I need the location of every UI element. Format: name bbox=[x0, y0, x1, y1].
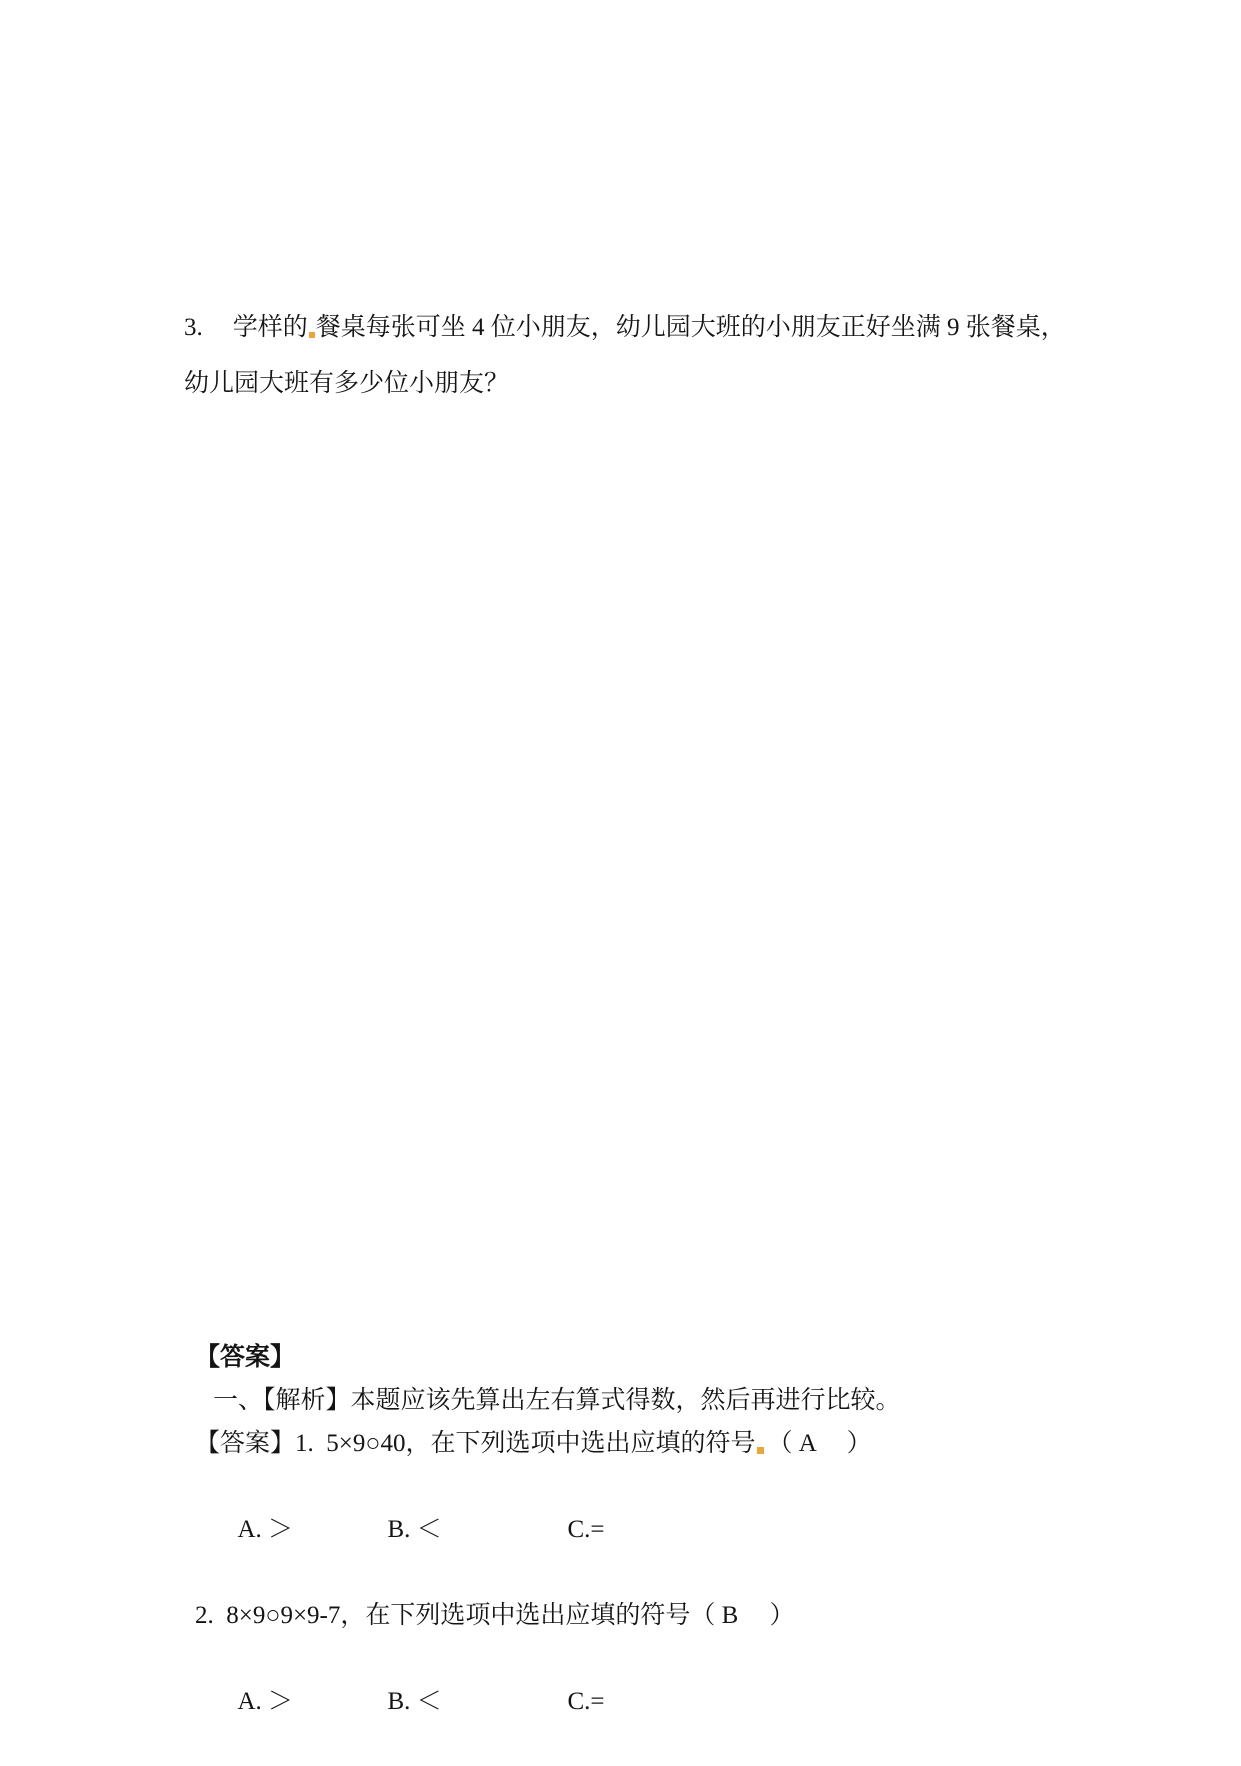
answer-item-1-options bbox=[195, 1465, 1095, 1594]
answer-item-1-choice: （ A ） bbox=[767, 1430, 872, 1457]
question-3-line-2: 幼儿园大班有多少位小朋友？ bbox=[184, 370, 510, 397]
question-text-after-dot: 餐桌每张可坐 4 位小朋友，幼儿园大班的小朋友正好坐满 9 张餐桌， bbox=[315, 314, 1066, 341]
option-b: B. ＜ bbox=[387, 1688, 442, 1715]
answer-item-2: 2. 8×9○9×9-7，在下列选项中选出应填的符号（ B ） bbox=[195, 1602, 795, 1629]
question-3-block bbox=[184, 300, 1084, 412]
option-a: A. ＞ bbox=[237, 1688, 294, 1715]
option-c: C.= bbox=[567, 1688, 605, 1715]
answer-item-1-statement: 1. 5×9○40，在下列选项中选出应填的符号 bbox=[295, 1430, 756, 1457]
option-c: C.= bbox=[567, 1516, 605, 1543]
option-a: A. ＞ bbox=[237, 1516, 294, 1543]
question-3-line-1 bbox=[184, 300, 1084, 356]
proofing-dot-icon bbox=[309, 332, 315, 338]
answer-key-section bbox=[195, 1336, 1095, 1766]
answer-item-1-prefix: 【答案】 bbox=[195, 1430, 296, 1457]
proofing-dot-icon bbox=[757, 1447, 764, 1454]
analysis-line: 一、【解析】本题应该先算出左右算式得数，然后再进行比较。 bbox=[213, 1387, 901, 1414]
answer-item-1 bbox=[195, 1422, 1095, 1465]
answers-title: 【答案】 bbox=[195, 1344, 296, 1371]
option-b: B. ＜ bbox=[387, 1516, 442, 1543]
question-text-before-dot: 学样的 bbox=[232, 314, 308, 341]
answer-item-2-options bbox=[195, 1637, 1095, 1766]
question-number: 3. bbox=[184, 314, 203, 341]
